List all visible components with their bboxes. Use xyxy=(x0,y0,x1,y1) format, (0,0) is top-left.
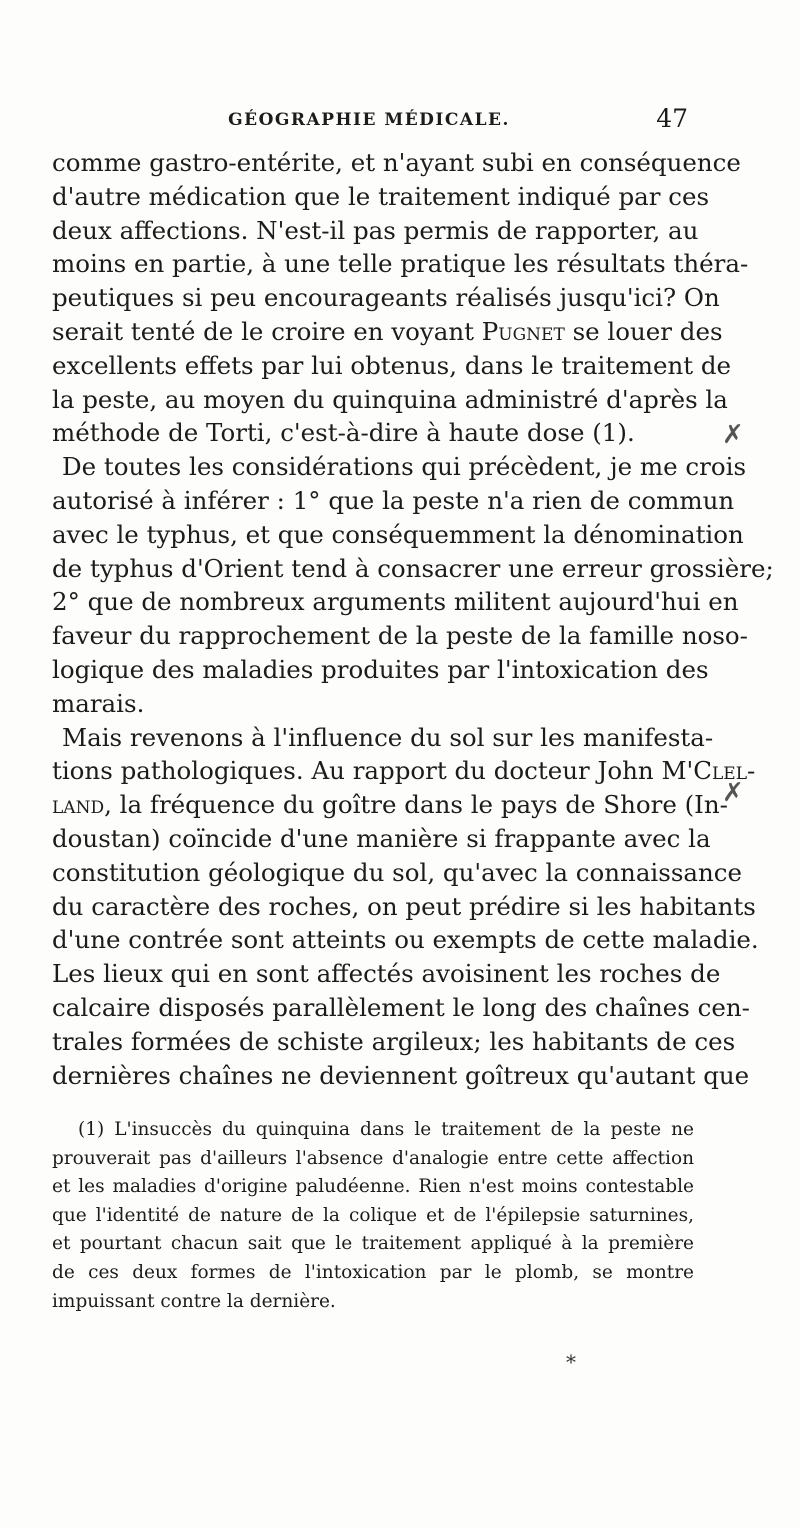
pencil-mark-icon: ✗ xyxy=(722,778,744,808)
footnote-line: (1) L'insuccès du quinquina dans le traitement de la peste ne xyxy=(78,1119,694,1140)
body-line-text: serait tenté de le croire en voyant xyxy=(52,316,474,346)
asterisk-mark: * xyxy=(566,1350,576,1374)
body-line: la peste, au moyen du quinquina administré d'après la xyxy=(52,384,728,414)
body-line xyxy=(52,754,756,788)
body-line: d'autre médication que le traitement indiqué par ces xyxy=(52,181,710,211)
footnote-line: de ces deux formes de l'intoxication par le plomb, se montre xyxy=(52,1261,694,1283)
running-title: GÉOGRAPHIE MÉDICALE. xyxy=(228,110,510,130)
body-line: comme gastro-entérite, et n'ayant subi en conséquence xyxy=(52,148,741,177)
page-number: 47 xyxy=(656,104,688,133)
body-line: de typhus d'Orient tend à consacrer une erreur grossière; xyxy=(52,553,774,583)
body-line: trales formées de schiste argileux; les habitants de ces xyxy=(52,1026,736,1056)
body-line: dernières chaînes ne deviennent goîtreux qu'autant que xyxy=(52,1060,750,1090)
body-line: doustan) coïncide d'une manière si frappante avec la xyxy=(52,823,711,853)
body-line: d'une contrée sont atteints ou exempts de cette maladie. xyxy=(52,925,759,955)
footnotes xyxy=(52,1116,694,1316)
author-name-pugnet: Pugnet xyxy=(481,316,565,346)
page-header xyxy=(54,104,688,140)
body-line: De toutes les considérations qui précèdent, je me crois xyxy=(62,452,747,482)
footnote-line: prouverait pas d'ailleurs l'absence d'analogie entre cette affection xyxy=(52,1147,694,1169)
body-line: du caractère des roches, on peut prédire si les habitants xyxy=(52,891,756,921)
body-line: autorisé à inférer : 1° que la peste n'a rien de commun xyxy=(52,485,735,515)
body-line: deux affections. N'est-il pas permis de rapporter, au xyxy=(52,215,699,245)
body-line-text: , la fréquence du goître dans le pays de Shore (In- xyxy=(104,790,728,820)
footnote-line: et pourtant chacun sait que le traitement appliqué à la première xyxy=(52,1233,694,1255)
footnote-line: que l'identité de nature de la colique et de l'épilepsie saturnines, xyxy=(52,1204,694,1226)
body-line: 2° que de nombreux arguments militent aujourd'hui en xyxy=(52,587,739,617)
body-line: Les lieux qui en sont affectés avoisinent les roches de xyxy=(52,959,721,989)
body-line xyxy=(52,788,728,822)
body-line: calcaire disposés parallèlement le long des chaînes cen- xyxy=(52,992,750,1022)
body-line: logique des maladies produites par l'intoxication des xyxy=(52,654,709,684)
footnote-line: impuissant contre la dernière. xyxy=(52,1290,336,1312)
body-text xyxy=(52,146,774,1092)
body-line xyxy=(52,315,723,349)
body-line-text: se louer des xyxy=(564,316,723,346)
body-line: Mais revenons à l'influence du sol sur les manifesta- xyxy=(62,722,714,752)
body-line: faveur du rapprochement de la peste de la famille noso- xyxy=(52,621,748,651)
author-name-mclelland-cont: land xyxy=(52,790,105,820)
pencil-mark-icon: ✗ xyxy=(722,420,744,450)
body-line: avec le typhus, et que conséquemment la dénomination xyxy=(52,519,744,549)
body-line: excellents effets par lui obtenus, dans le traitement de xyxy=(52,350,732,380)
body-line: méthode de Torti, c'est-à-dire à haute dose (1). xyxy=(52,418,635,448)
footnote-line: et les maladies d'origine paludéenne. Rien n'est moins contestable xyxy=(52,1176,694,1198)
body-line: marais. xyxy=(52,688,145,718)
author-name-mclelland: M'Clel- xyxy=(661,756,756,786)
body-line: moins en partie, à une telle pratique les résultats théra- xyxy=(52,249,749,279)
body-line: constitution géologique du sol, qu'avec la connaissance xyxy=(52,857,743,887)
body-line: peutiques si peu encourageants réalisés jusqu'ici? On xyxy=(52,283,720,313)
body-line-text: tions pathologiques. Au rapport du docteur John xyxy=(52,756,654,786)
